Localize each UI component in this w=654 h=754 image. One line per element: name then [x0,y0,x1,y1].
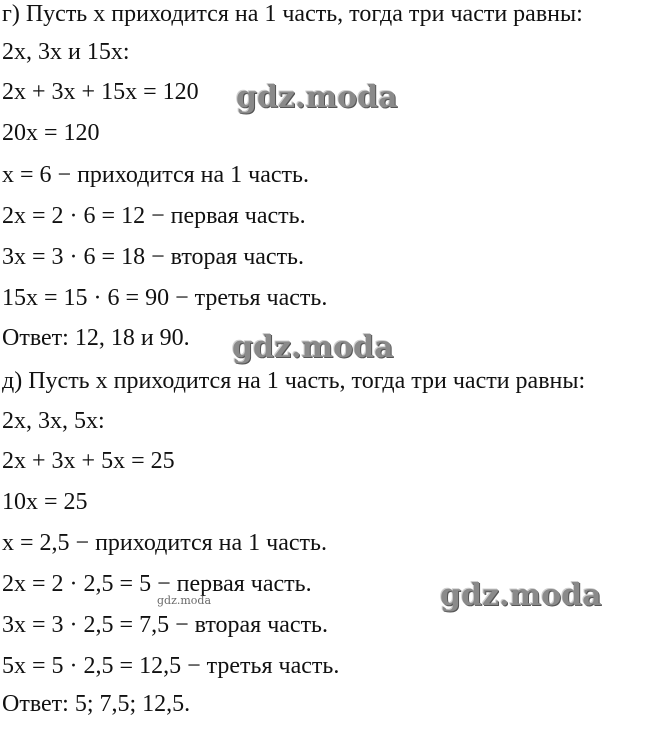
watermark-3: gdz.moda [440,578,602,613]
part-g-line-3: 2x + 3x + 15x = 120 [2,79,199,105]
watermark-1: gdz.moda [236,80,398,115]
part-g-line-2: 2x, 3x и 15x: [2,39,130,65]
part-d-line-6: 2x = 2 · 2,5 = 5 − первая часть. [2,571,312,597]
part-g-line-4: 20x = 120 [2,120,100,146]
part-d-line-8: 5x = 5 · 2,5 = 12,5 − третья часть. [2,653,340,679]
part-g-line-7: 3x = 3 · 6 = 18 − вторая часть. [2,244,305,270]
part-d-line-3: 2x + 3x + 5x = 25 [2,448,175,474]
watermark-2: gdz.moda [232,330,394,365]
part-d-line-4: 10x = 25 [2,489,88,515]
part-d-line-7: 3x = 3 · 2,5 = 7,5 − вторая часть. [2,612,329,638]
part-g-line-6: 2x = 2 · 6 = 12 − первая часть. [2,203,306,229]
part-g-line-5: x = 6 − приходится на 1 часть. [2,162,309,188]
part-d-line-5: x = 2,5 − приходится на 1 часть. [2,530,327,556]
part-g-answer: Ответ: 12, 18 и 90. [2,325,190,351]
part-g-line-8: 15x = 15 · 6 = 90 − третья часть. [2,285,328,311]
part-d-answer: Ответ: 5; 7,5; 12,5. [2,691,191,717]
part-d-line-2: 2x, 3x, 5x: [2,408,105,434]
part-g-line-1: г) Пусть x приходится на 1 часть, тогда три части равны: [2,1,583,27]
part-d-line-1: д) Пусть x приходится на 1 часть, тогда три части равны: [2,368,586,394]
watermark-small: gdz.moda [157,594,212,607]
